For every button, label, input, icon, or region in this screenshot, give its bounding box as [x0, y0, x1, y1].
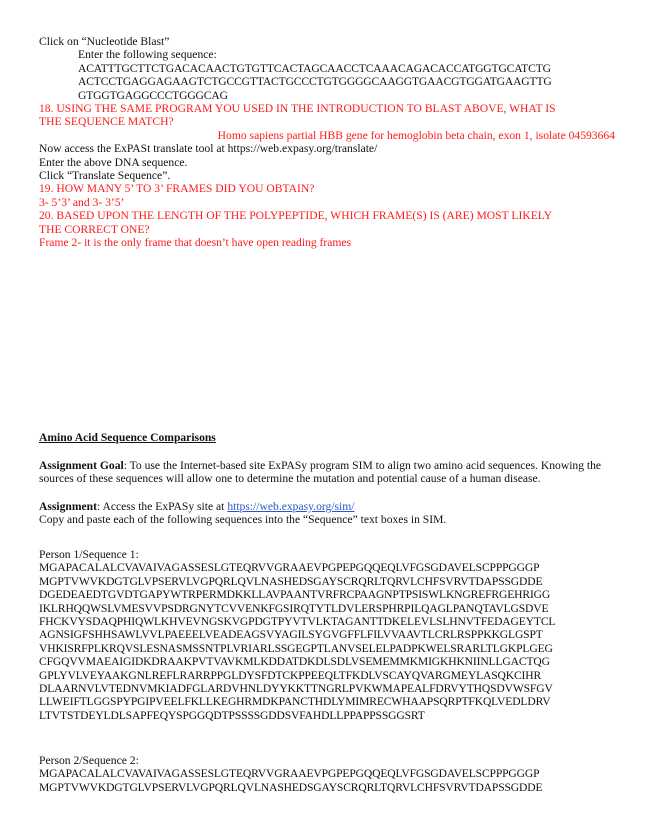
dna-sequence-line: ACTCCTGAGGAGAAGTCTGCCGTTACTGCCCTGTGGGGCAAGGTGAACGTGGATGAAGTTG — [78, 75, 552, 89]
protein-sequence-line: IKLRHQQWSLVMESVVPSDRGNYTCVVENKFGSIRQTYTLDVLERSPHRPILQAGLPANQTAVLGSDVE — [39, 601, 549, 615]
protein-sequence-line: AGNSIGFSHHSAWLVVLPAEEELVEADEAGSVYAGILSYGVGFFLFILVVAAVTLCRLRSPPKKGLGSPT — [39, 628, 543, 642]
protein-sequence-line: MGPTVWVKDGTGLVPSERVLVGPQRLQVLNASHEDSGAYSCRQRLTQRVLCHFSVRVTDAPSSGDDE — [39, 780, 543, 794]
protein-sequence-line: MGPTVWVKDGTGLVPSERVLVGPQRLQVLNASHEDSGAYSCRQRLTQRVLCHFSVRVTDAPSSGDDE — [39, 574, 543, 588]
assignment-goal-paragraph — [39, 459, 613, 486]
answer-19: 3- 5’3’ and 3- 3’5’ — [39, 195, 125, 209]
answer-18: Homo sapiens partial HBB gene for hemoglobin beta chain, exon 1, isolate 04593664 — [217, 128, 615, 142]
protein-sequence-line: GPLYVLVEYAAKGNLREFLRARRPPGLDYSFDTCKPPEEQLTFKDLVSCAYQVARGMEYLASQKCIHR — [39, 668, 542, 682]
protein-sequence-line: DLAARNVLVTEDNVMKIADFGLARDVHNLDYYKKTTNGRLPVKWMAPEALFDRVYTHQSDVWSFGV — [39, 682, 553, 696]
question-20: 20. BASED UPON THE LENGTH OF THE POLYPEPTIDE, WHICH FRAME(S) IS (ARE) MOST LIKELY — [39, 209, 553, 223]
protein-sequence-line: MGAPACALALCVAVAIVAGASSESLGTEQRVVGRAAEVPGPEPGQQEQLVFGSGDAVELSCPPPGGGP — [39, 767, 540, 781]
person2-label: Person 2/Sequence 2: — [39, 754, 139, 767]
protein-sequence-line: VHKISRFPLKRQVSLESNASMSSNTPLVRIARLSSGEGPTLANVSELELPADPKWELSRARLTLGKPLGEG — [39, 641, 553, 655]
assignment-line — [39, 500, 619, 513]
instruction-click-blast: Click on “Nucleotide Blast” — [39, 35, 170, 48]
assignment-label: Assignment — [39, 500, 97, 513]
question-20-cont: THE CORRECT ONE? — [39, 222, 150, 236]
person2-block — [39, 754, 619, 794]
answer-20: Frame 2- it is the only frame that doesn’t have open reading frames — [39, 236, 352, 250]
dna-sequence-line: ACATTTGCTTCTGACACAACTGTGTTCACTAGCAACCTCAAACAGACACCATGGTGCATCTG — [78, 61, 551, 75]
instruction-click-translate: Click “Translate Sequence”. — [39, 169, 171, 183]
assignment-text: : Access the ExPASy site at — [96, 500, 228, 513]
instruction-enter-dna: Enter the above DNA sequence. — [39, 155, 188, 169]
goal-label: Assignment Goal — [39, 459, 124, 472]
assignment-block — [39, 500, 619, 527]
protein-sequence-line: MGAPACALALCVAVAIVAGASSESLGTEQRVVGRAAEVPGPEPGQQEQLVFGSGDAVELSCPPPGGGP — [39, 561, 540, 575]
instruction-translate-tool: Now access the ExPASt translate tool at https://web.expasy.org/translate/ — [39, 142, 378, 156]
protein-sequence-line: LLWEIFTLGGSPYPGIPVEELFKLLKEGHRMDKPANCTHDLYMIMRECWHAAPSQRPTFKQLVEDLDRV — [39, 695, 551, 709]
instruction-enter-sequence: Enter the following sequence: — [78, 48, 217, 62]
person1-block — [39, 548, 619, 722]
question-19: 19. HOW MANY 5’ TO 3’ FRAMES DID YOU OBTAIN? — [39, 182, 315, 196]
blast-section — [39, 35, 619, 250]
amino-acid-section — [39, 431, 619, 444]
question-18: 18. USING THE SAME PROGRAM YOU USED IN THE INTRODUCTION TO BLAST ABOVE, WHAT IS — [39, 102, 556, 116]
sim-link[interactable]: https://web.expasy.org/sim/ — [227, 500, 355, 513]
dna-sequence-line: GTGGTGAGGCCCTGGGCAG — [78, 88, 228, 102]
copy-instruction: Copy and paste each of the following sequences into the “Sequence” text boxes in SIM. — [39, 513, 447, 527]
question-18-cont: THE SEQUENCE MATCH? — [39, 115, 174, 129]
protein-sequence-line: DGEDEAEDTGVDTGAPYWTRPERMDKKLLAVPAANTVRFRCPAAGNPTPSISWLKNGREFRGEHRIGG — [39, 588, 551, 602]
section-heading: Amino Acid Sequence Comparisons — [39, 431, 216, 444]
protein-sequence-line: CFGQVVMAEAIGIDKDRAAKPVTVAVKMLKDDATDKDLSDLVSEMEMMKMIGKHKNIINLLGACTQG — [39, 655, 550, 669]
protein-sequence-line: FHCKVYSDAQPHIQWLKHVEVNGSKVGPDGTPYVTVLKTAGANTTDKELEVLSLHNVTFEDAGEYTCL — [39, 615, 556, 629]
person1-label: Person 1/Sequence 1: — [39, 548, 139, 561]
protein-sequence-line: LTVTSTDEYLDLSAPFEQYSPGGQDTPSSSSGDDSVFAHDLLPPAPPSSGGSRT — [39, 708, 425, 722]
goal-text: : To use the Internet-based site ExPASy program SIM to align two amino acid sequences. Knowing the sources of these sequences will allow one to determine the mutation and potential cause of a human disease. — [39, 459, 602, 486]
